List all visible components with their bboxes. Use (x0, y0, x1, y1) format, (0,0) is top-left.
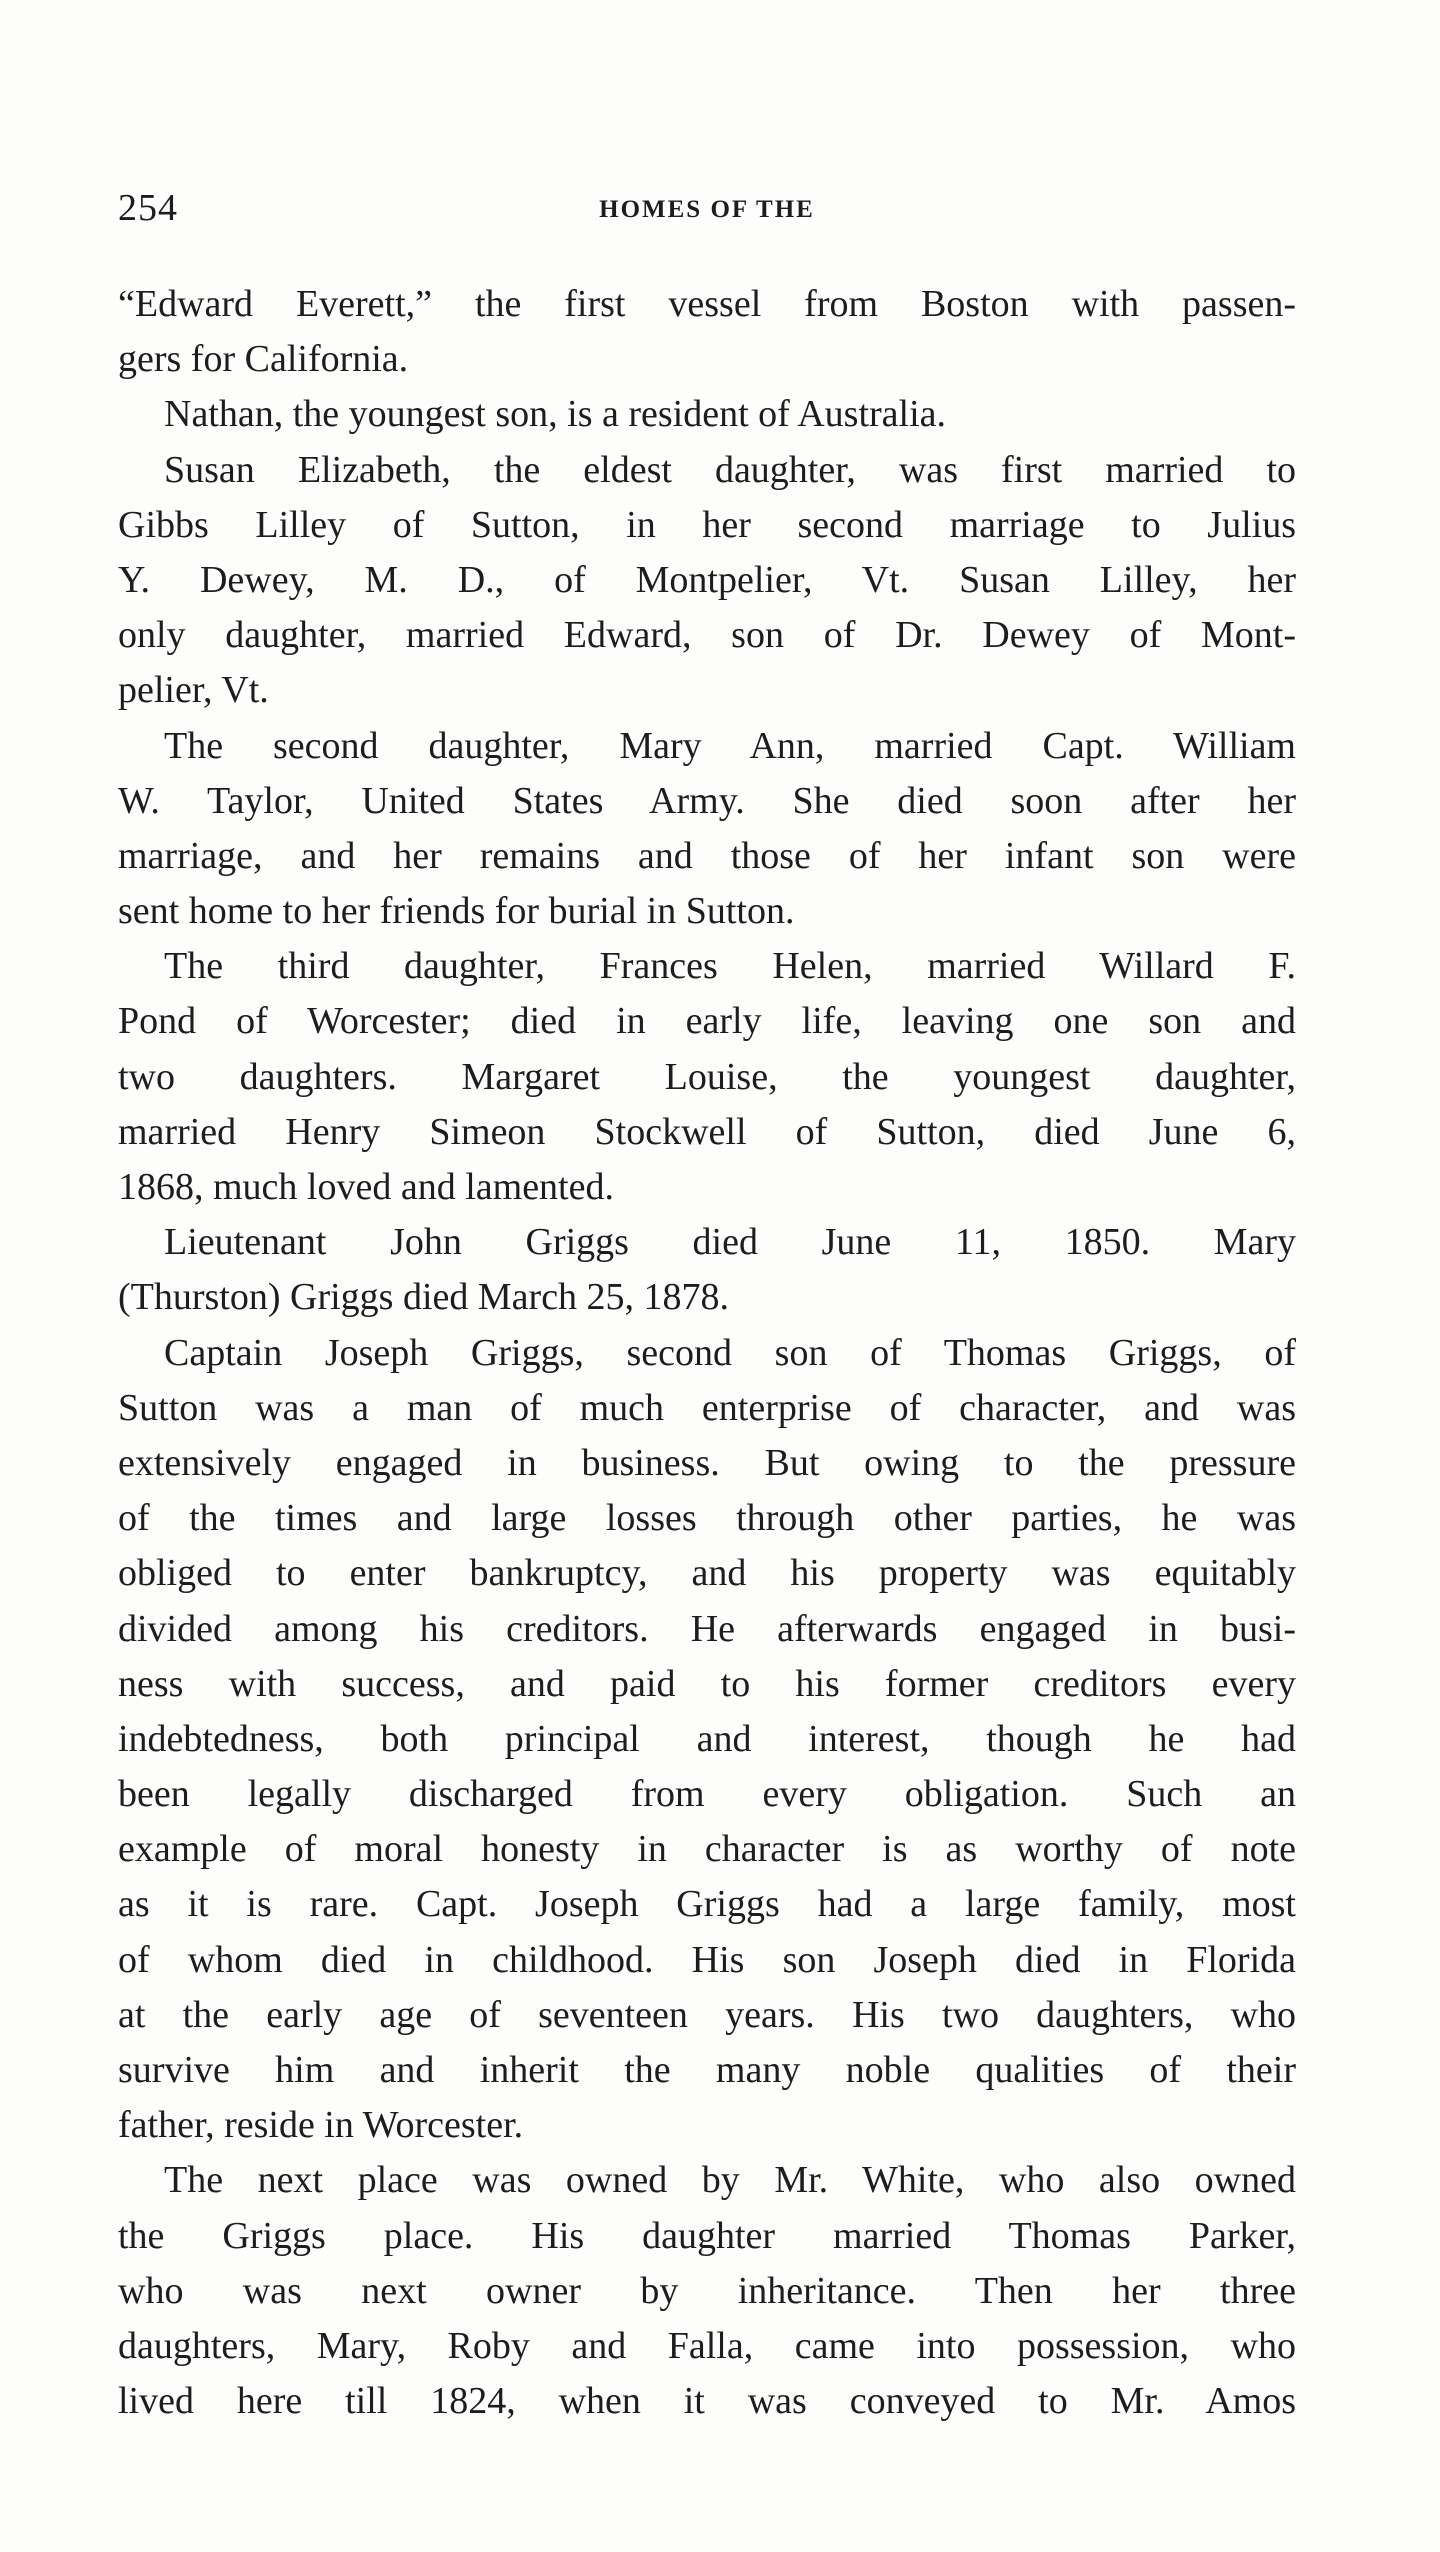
text-line: the Griggs place. His daughter married Thomas Parker, (118, 2214, 1296, 2257)
text-line: Pond of Worcester; died in early life, leaving one son and (118, 1000, 1296, 1043)
text-line: father, reside in Worcester. (118, 2104, 524, 2147)
text-line: The third daughter, Frances Helen, married Willard F. (164, 945, 1296, 988)
text-line: of whom died in childhood. His son Joseph died in Florida (118, 1938, 1296, 1981)
text-line: daughters, Mary, Roby and Falla, came into possession, who (118, 2324, 1296, 2367)
text-line: pelier, Vt. (118, 669, 269, 712)
running-title: HOMES OF THE (599, 196, 815, 223)
text-line: as it is rare. Capt. Joseph Griggs had a large family, most (118, 1883, 1296, 1926)
text-line: of the times and large losses through other parties, he was (118, 1497, 1296, 1540)
text-line: W. Taylor, United States Army. She died soon after her (118, 779, 1296, 822)
text-line: 1868, much loved and lamented. (118, 1166, 614, 1208)
body-text (118, 277, 1296, 2429)
page-number: 254 (118, 187, 178, 229)
text-line: Nathan, the youngest son, is a resident of Australia. (164, 393, 947, 436)
text-line: Susan Elizabeth, the eldest daughter, was first married to (164, 448, 1296, 491)
text-line: extensively engaged in business. But owing to the pressure (118, 1441, 1296, 1484)
text-line: at the early age of seventeen years. His two daughters, who (118, 1993, 1296, 2036)
text-line: example of moral honesty in character is as worthy of note (118, 1828, 1296, 1871)
text-line: marriage, and her remains and those of her infant son were (118, 834, 1296, 877)
text-line: divided among his creditors. He afterwards engaged in busi- (118, 1607, 1296, 1650)
text-line: (Thurston) Griggs died March 25, 1878. (118, 1276, 730, 1319)
text-line: survive him and inherit the many noble qualities of their (118, 2049, 1296, 2091)
text-line: indebtedness, both principal and interest, though he had (118, 1717, 1296, 1760)
text-line: sent home to her friends for burial in Sutton. (118, 890, 795, 933)
text-line: been legally discharged from every obligation. Such an (118, 1773, 1296, 1816)
running-head (118, 186, 1296, 236)
text-line: The second daughter, Mary Ann, married Capt. William (164, 724, 1296, 767)
text-line: “Edward Everett,” the first vessel from Boston with passen- (118, 283, 1296, 325)
text-line: lived here till 1824, when it was conveyed to Mr. Amos (118, 2380, 1296, 2423)
text-line: Captain Joseph Griggs, second son of Thomas Griggs, of (164, 1331, 1296, 1374)
text-line: The next place was owned by Mr. White, who also owned (164, 2159, 1296, 2202)
text-line: ness with success, and paid to his former creditors every (118, 1662, 1296, 1705)
text-line: Sutton was a man of much enterprise of character, and was (118, 1386, 1296, 1429)
text-line: obliged to enter bankruptcy, and his property was equitably (118, 1552, 1296, 1595)
text-line: married Henry Simeon Stockwell of Sutton, died June 6, (118, 1110, 1296, 1153)
text-line: two daughters. Margaret Louise, the youngest daughter, (118, 1055, 1296, 1098)
text-line: gers for California. (118, 338, 409, 381)
text-line: Gibbs Lilley of Sutton, in her second marriage to Julius (118, 503, 1296, 546)
text-line: Y. Dewey, M. D., of Montpelier, Vt. Susan Lilley, her (118, 558, 1296, 601)
text-line: Lieutenant John Griggs died June 11, 1850. Mary (164, 1221, 1296, 1264)
text-line: only daughter, married Edward, son of Dr. Dewey of Mont- (118, 614, 1296, 657)
text-line: who was next owner by inheritance. Then her three (118, 2269, 1296, 2312)
